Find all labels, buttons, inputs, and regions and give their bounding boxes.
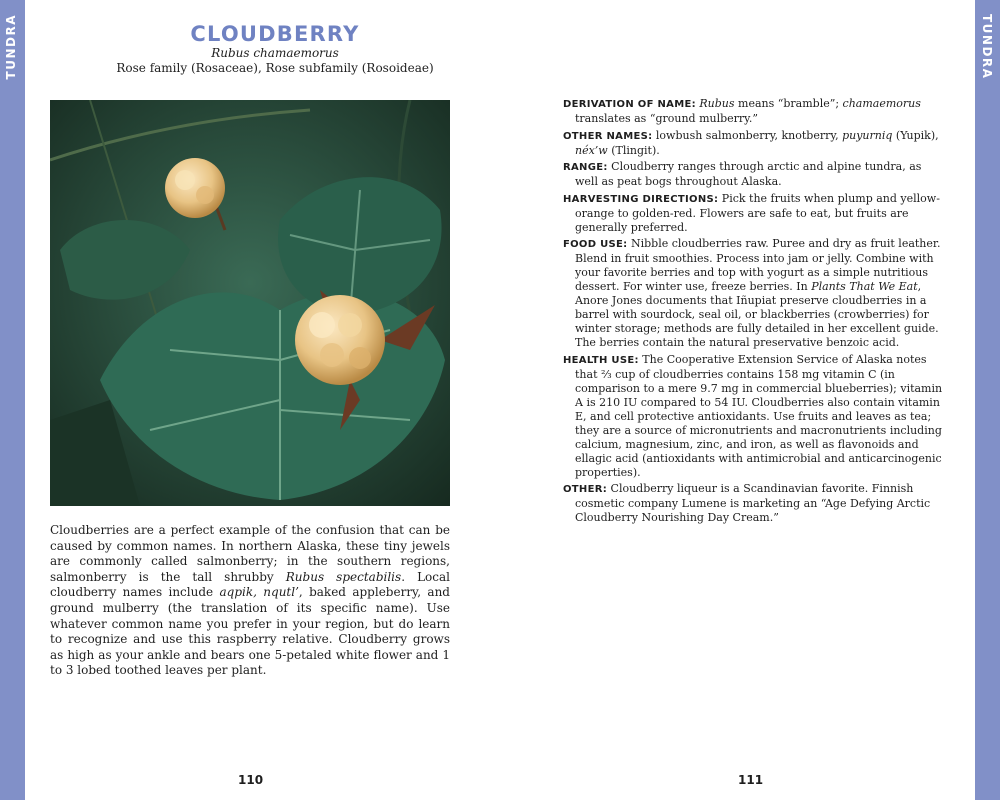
left-page: [25, 0, 500, 800]
entry-derivation: [563, 97, 945, 126]
entry-other-names: [563, 129, 945, 158]
entry-health-use: [563, 353, 945, 480]
entry-label: OTHER:: [563, 484, 608, 495]
intro-paragraph: [50, 523, 450, 679]
page-number-right: 111: [738, 773, 764, 787]
entry-italic: chamaemorus: [842, 97, 921, 110]
entry-label: HARVESTING DIRECTIONS:: [563, 193, 719, 205]
plant-heading: [50, 22, 500, 76]
entry-label: DERIVATION OF NAME:: [563, 99, 696, 110]
entry-text: The Cooperative Extension Service of Alaska notes that ⅔ cup of cloudberries contains 158 mg vitamin C (in comparison to a mere 9.7 mg in commercial blueberries); vitamin A is 210 IU compared to 54 IU. Cloudberries also contain vitamin E, and cell protective antioxidants. Use fruits and leaves as tea; they are a source of micronutrients and macronutrients including calcium, magnesium, zinc, and iron, as well as flavonoids and ellagic acid (antioxidants with antimicrobial and anticarcinogenic properties).: [575, 352, 943, 479]
intro-text: . Local cloudberry names include: [50, 569, 450, 600]
plant-latin-name: Rubus chamaemorus: [211, 46, 339, 60]
intro-italic: aqpik, nqutl’: [219, 585, 299, 600]
cloudberry-photo-icon: [50, 100, 450, 506]
entry-food-use: [563, 237, 945, 350]
entry-range: [563, 160, 945, 189]
page-number-left: 110: [238, 773, 264, 787]
intro-text: , baked appleberry, and ground mulberry (the translation of its specific name). Use whatever common name you prefer in your region, but do learn to recognize and use this raspberry relative. Cloudberry grows as high as your ankle and bears one 5-petaled white flower and 1 to 3 lobed toothed leaves per plant.: [50, 585, 450, 678]
entry-label: FOOD USE:: [563, 239, 628, 250]
plant-entries: [563, 97, 945, 528]
entry-text: Pick the fruits when plump and yellow-orange to golden-red. Flowers are safe to eat, but fruits are generally preferred.: [575, 191, 940, 234]
entry-label: RANGE:: [563, 162, 608, 173]
entry-text: (Yupik),: [892, 128, 939, 142]
entry-harvesting: [563, 192, 945, 235]
entry-italic: puyurniq: [842, 128, 893, 142]
entry-label: HEALTH USE:: [563, 354, 639, 366]
entry-italic: Rubus: [699, 97, 735, 110]
entry-text: Cloudberry ranges through arctic and alpine tundra, as well as peat bogs throughout Alaska.: [575, 160, 922, 188]
entry-text: means “bramble”;: [734, 97, 843, 110]
plant-common-name: CLOUDBERRY: [190, 22, 360, 46]
section-tab-left: [0, 0, 25, 800]
entry-text: (Tlingit).: [607, 143, 660, 157]
section-tab-label: TUNDRA: [4, 14, 18, 80]
entry-text: Cloudberry liqueur is a Scandinavian favorite. Finnish cosmetic company Lumene is marketing an “Age Defying Arctic Cloudberry Nourishing Day Cream.”: [575, 482, 931, 524]
entry-text: , Anore Jones documents that Iñupiat preserve cloudberries in a barrel with sourdock, seal oil, or blackberries (crowberries) for winter storage; methods are fully detailed in her excellent guide. The berries contain the natural preservative benzoic acid.: [575, 280, 939, 349]
entry-text: translates as “ground mulberry.”: [575, 112, 759, 125]
entry-text: lowbush salmonberry, knotberry,: [652, 128, 843, 142]
entry-italic: néx’w: [575, 143, 608, 157]
section-tab-right: [975, 0, 1000, 800]
right-page: [500, 0, 975, 800]
entry-label: OTHER NAMES:: [563, 130, 653, 142]
intro-italic: Rubus spectabilis: [285, 569, 402, 584]
section-tab-label: TUNDRA: [980, 14, 994, 80]
entry-text: Nibble cloudberries raw. Puree and dry as fruit leather. Blend in fruit smoothies. Process into jam or jelly. Combine with your favorite berries and top with yogurt as a simple nutritious dessert. For winter use, freeze berries. In: [575, 237, 941, 293]
entry-italic: Plants That We Eat: [811, 280, 918, 293]
entry-other: [563, 482, 945, 525]
intro-text: Cloudberries are a perfect example of the confusion that can be caused by common names. In northern Alaska, these tiny jewels are commonly called salmonberry; in the southern regions, salmonberry is the tall shrubby: [50, 523, 450, 584]
plant-family: Rose family (Rosaceae), Rose subfamily (Rosoideae): [116, 61, 434, 75]
cloudberry-photo: [50, 100, 450, 506]
